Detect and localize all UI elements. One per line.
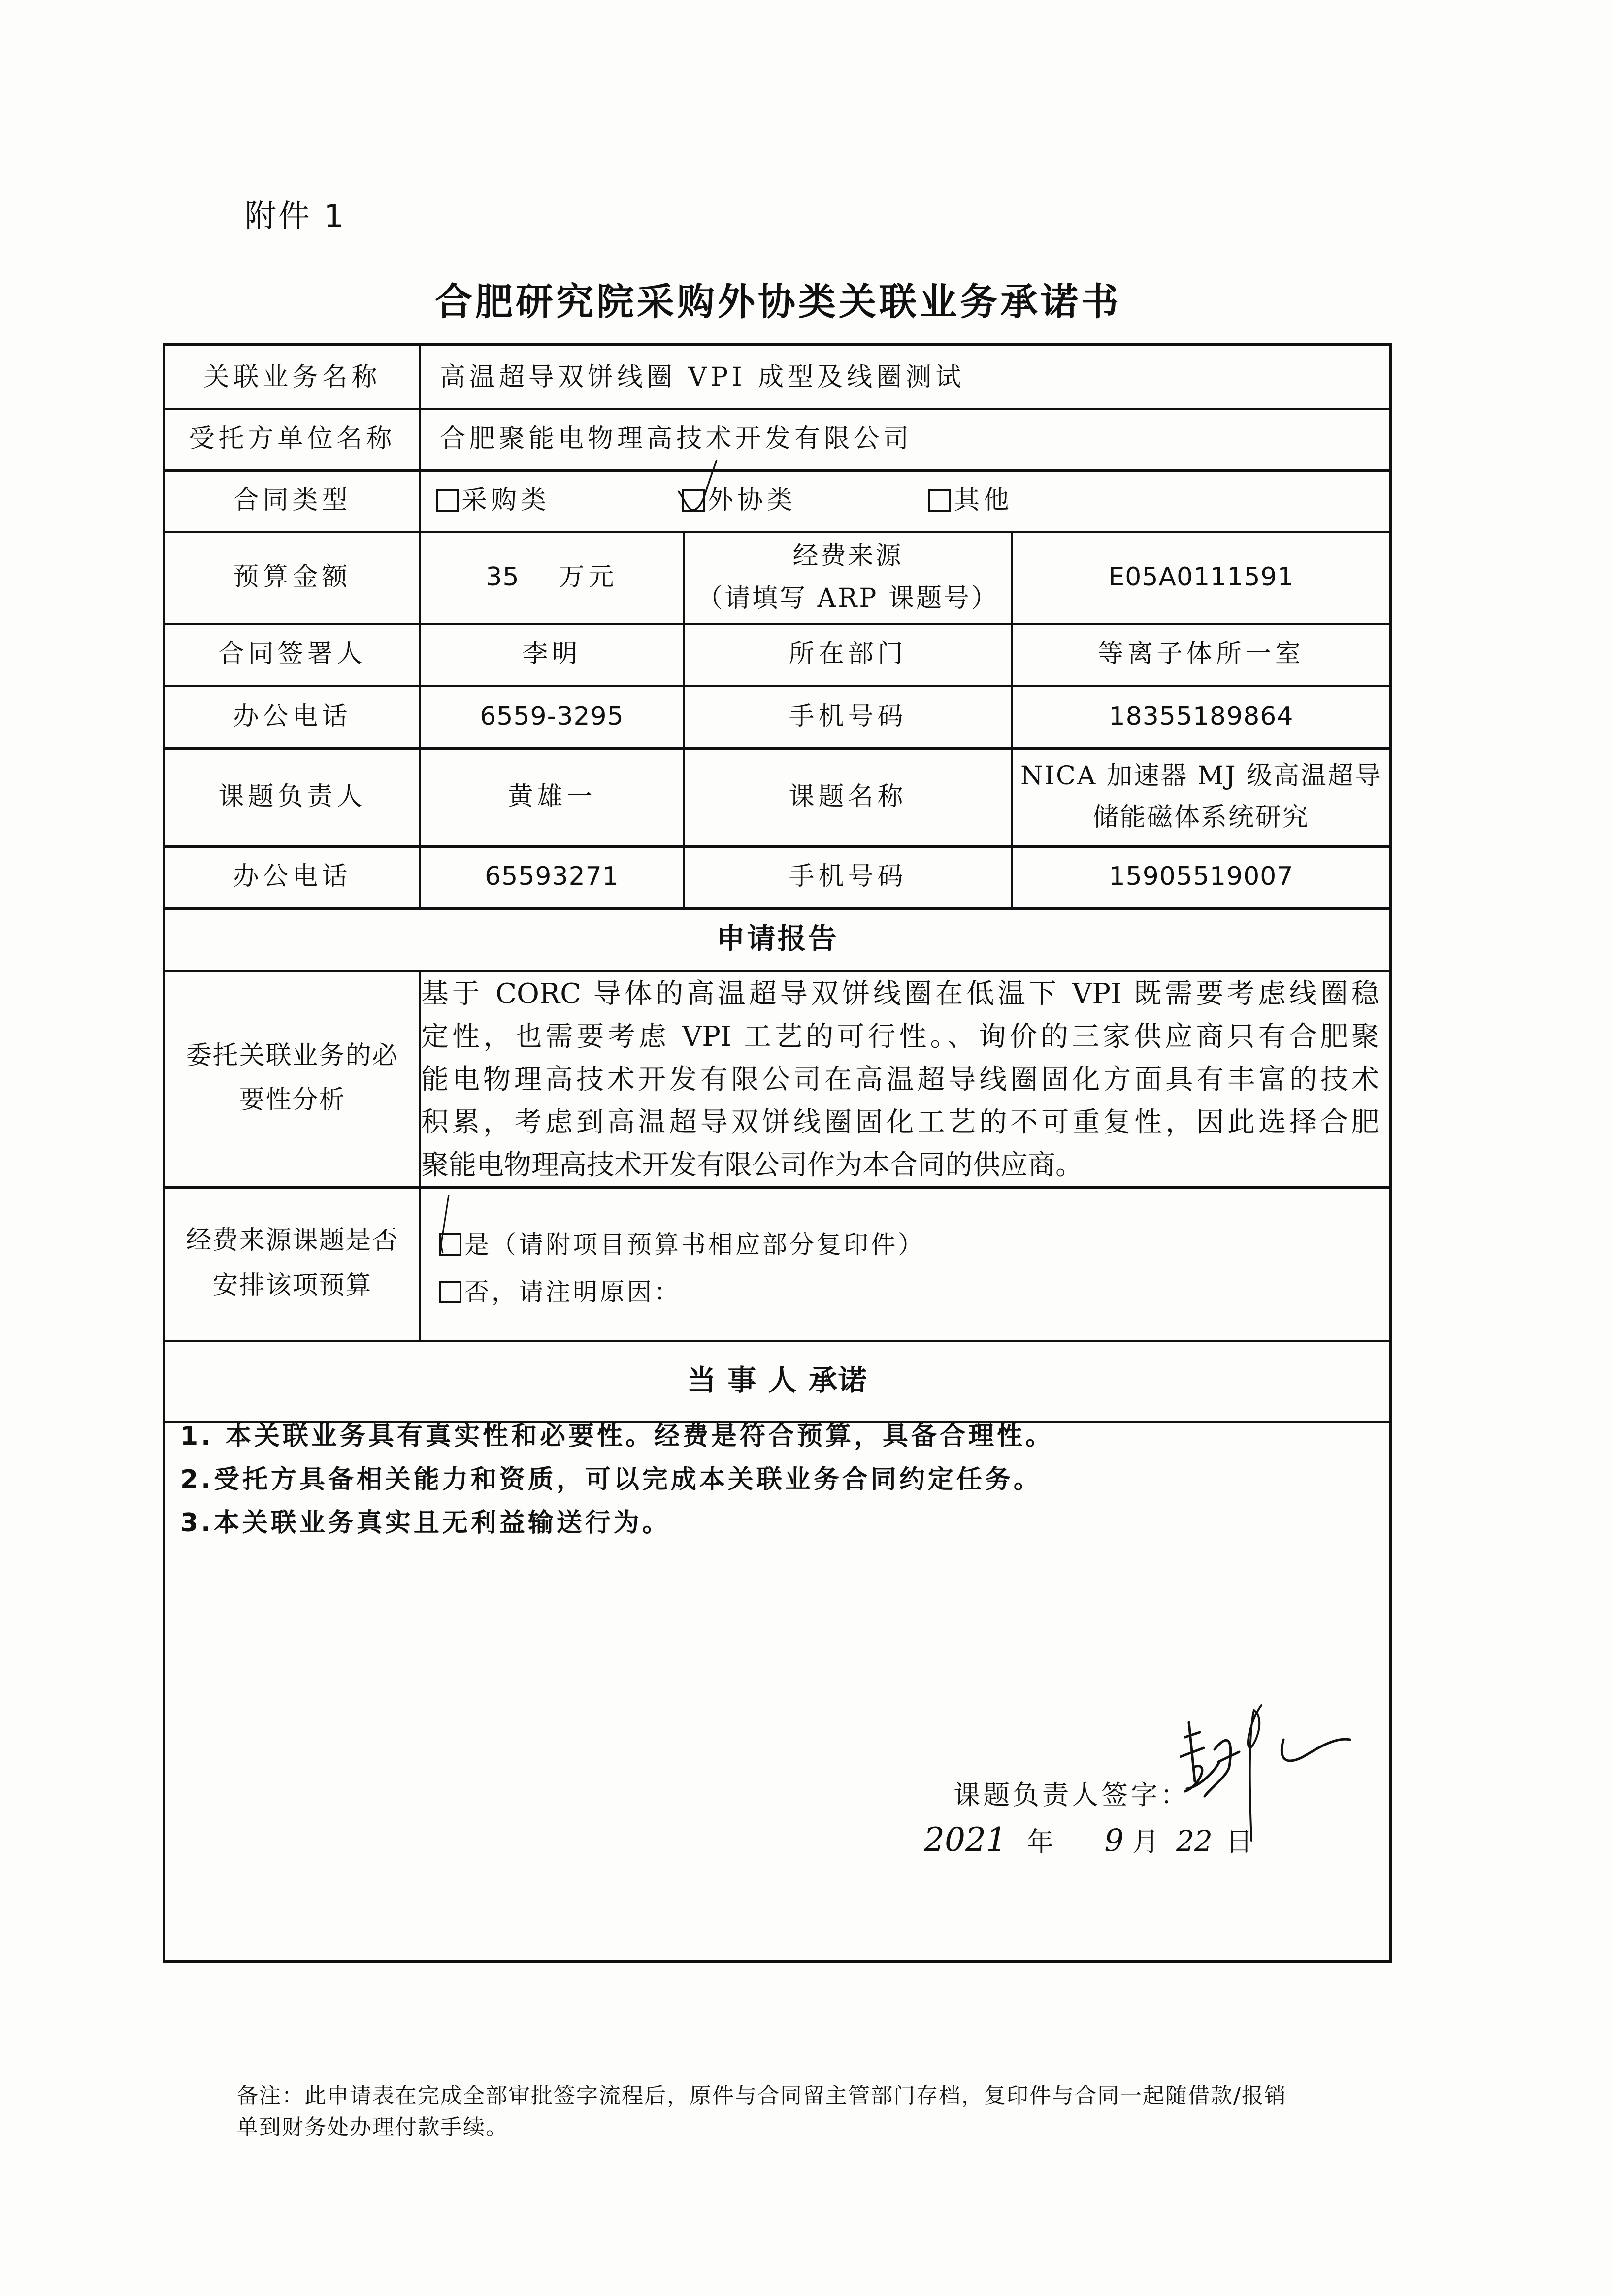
label-budget-check: [165, 1186, 419, 1340]
document-title: 合肥研究院采购外协类关联业务承诺书: [435, 280, 1121, 323]
value-project-leader: 黄雄一: [507, 781, 596, 811]
value-signer: 李明: [522, 639, 582, 669]
budget-unit: 万元: [559, 562, 618, 592]
budget-check-label-line2: 安排该项预算: [212, 1271, 372, 1300]
necessity-label-line2: 要性分析: [239, 1085, 346, 1115]
value-budget: [421, 531, 683, 623]
analysis-line: 积累，考虑到高温超导双饼线圈固化工艺的不可重复性，因此选择合肥: [421, 1106, 1379, 1138]
analysis-line: 基于 CORC 导体的高温超导双饼线圈在低温下 VPI 既需要考虑线圈稳: [421, 978, 1379, 1010]
label-contract-type: 合同类型: [233, 485, 352, 515]
necessity-analysis: [421, 972, 1379, 1187]
option-budget-yes[interactable]: [439, 1223, 925, 1267]
label-project-leader: 课题负责人: [218, 781, 366, 811]
label-contractor: 受托方单位名称: [189, 423, 396, 453]
value-business-name: 高温超导双饼线圈 VPI 成型及线圈测试: [440, 362, 965, 392]
project-name-line2: 储能磁体系统研究: [1092, 802, 1310, 832]
option-budget-no[interactable]: [439, 1270, 681, 1314]
date-day-label: 日: [1226, 1826, 1253, 1857]
contract-type-options: [421, 469, 1389, 531]
date-month-label: 月: [1132, 1826, 1159, 1857]
commitment-item-2: 2.受托方具备相关能力和资质，可以完成本关联业务合同约定任务。: [180, 1465, 1042, 1494]
date-day: 22: [1176, 1824, 1213, 1858]
analysis-line: 定性，也需要考虑 VPI 工艺的可行性。、询价的三家供应商只有合肥聚: [421, 1021, 1379, 1053]
checkbox-outsourcing-checked[interactable]: [682, 489, 705, 512]
footnote-line1: 备注：此申请表在完成全部审批签字流程后，原件与合同留主管部门存档，复印件与合同一起随借款/报销: [236, 2083, 1287, 2108]
label-leader-office-phone: 办公电话: [233, 862, 352, 891]
checkbox-budget-yes-checked[interactable]: [439, 1233, 461, 1256]
project-name-line1: NICA 加速器 MJ 级高温超导: [1020, 761, 1382, 791]
date-year-label: 年: [1027, 1826, 1054, 1857]
option-other[interactable]: [928, 481, 1013, 519]
option-procurement[interactable]: [436, 481, 682, 519]
checkbox-other[interactable]: [928, 489, 951, 512]
option-outsourcing-label: 外协类: [708, 485, 797, 515]
footnote: [236, 2080, 1409, 2143]
sign-date: [924, 1821, 1252, 1859]
label-department: 所在部门: [789, 639, 907, 669]
check-mark-icon: [438, 1195, 472, 1254]
footnote-line2: 单到财务处办理付款手续。: [236, 2115, 508, 2140]
label-budget: 预算金额: [233, 562, 352, 592]
funding-source-hint: （请填写 ARP 课题号）: [697, 583, 999, 613]
report-heading: 申请报告: [716, 921, 839, 955]
budget-check-label-line1: 经费来源课题是否: [186, 1226, 399, 1255]
analysis-line: 能电物理高技术开发有限公司在高温超导线圈固化方面具有丰富的技术: [421, 1064, 1379, 1096]
date-year: 2021: [924, 1821, 1007, 1859]
option-procurement-label: 采购类: [461, 485, 551, 515]
value-leader-office-phone: 65593271: [485, 862, 619, 891]
date-month: 9: [1104, 1822, 1124, 1858]
label-business-name: 关联业务名称: [203, 362, 381, 392]
funding-source-label: 经费来源: [792, 541, 903, 571]
checkbox-procurement[interactable]: [436, 489, 459, 512]
commitment-item-3: 3.本关联业务真实且无利益输送行为。: [180, 1508, 671, 1538]
necessity-label-line1: 委托关联业务的必: [186, 1041, 399, 1070]
label-project-name: 课题名称: [789, 781, 907, 811]
option-budget-yes-label: 是（请附项目预算书相应部分复印件）: [464, 1230, 925, 1259]
label-signer-mobile: 手机号码: [789, 701, 907, 731]
value-contractor: 合肥聚能电物理高技术开发有限公司: [440, 423, 913, 453]
commitment-heading: 当 事 人 承诺: [687, 1363, 868, 1397]
label-necessity: [165, 970, 419, 1186]
signature-label: 课题负责人签字：: [953, 1779, 1190, 1811]
label-funding-source: [685, 531, 1011, 623]
label-signer: 合同签署人: [218, 639, 366, 669]
check-mark-icon: [677, 460, 722, 515]
option-outsourcing[interactable]: [682, 481, 928, 519]
value-leader-mobile: 15905519007: [1109, 862, 1294, 891]
value-project-name: [1013, 747, 1389, 845]
analysis-line: 聚能电物理高技术开发有限公司作为本合同的供应商。: [421, 1149, 1083, 1181]
label-signer-office-phone: 办公电话: [233, 701, 352, 731]
commitment-item-1: 1. 本关联业务具有真实性和必要性。经费是符合预算，具备合理性。: [180, 1422, 1054, 1451]
budget-amount: 35: [486, 562, 520, 592]
checkbox-budget-no[interactable]: [439, 1281, 461, 1303]
option-other-label: 其他: [954, 485, 1014, 515]
label-leader-mobile: 手机号码: [789, 862, 907, 891]
budget-check-options: [439, 1223, 925, 1317]
value-signer-office-phone: 6559-3295: [480, 701, 624, 731]
option-budget-no-label: 否，请注明原因：: [464, 1278, 681, 1306]
value-funding-source: E05A0111591: [1108, 562, 1294, 592]
attachment-label: 附件 1: [245, 198, 346, 235]
commitment-items: [180, 1415, 1054, 1545]
value-department: 等离子体所一室: [1097, 639, 1305, 669]
value-signer-mobile: 18355189864: [1109, 701, 1294, 731]
